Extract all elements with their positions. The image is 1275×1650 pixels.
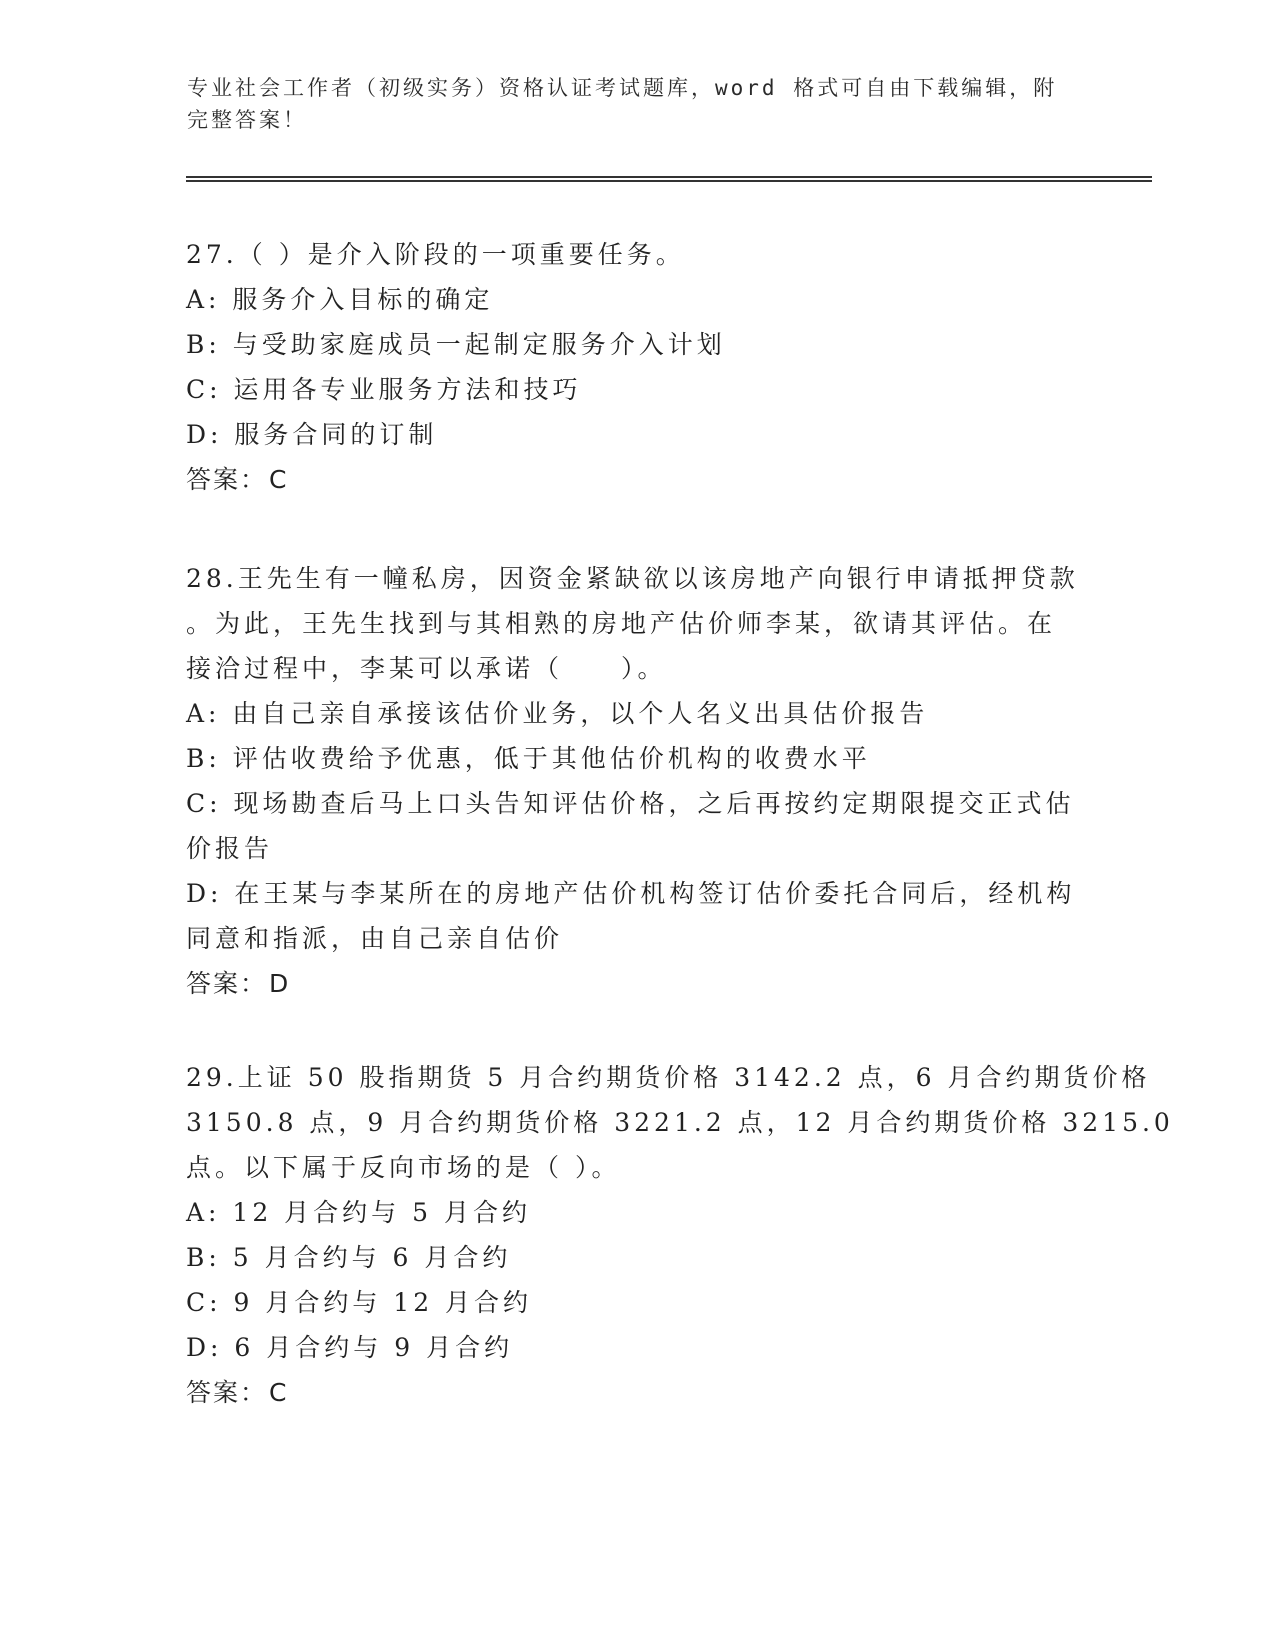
answer-label: 答案： — [186, 969, 268, 998]
option-d: D: 服务合同的订制 — [186, 420, 438, 449]
answer-line — [186, 961, 1086, 1006]
option-d-line-1: D: 在王某与李某所在的房地产估价机构签订估价委托合同后，经机构 — [186, 879, 1076, 908]
option-a: A: 由自己亲自承接该估价业务，以个人名义出具估价报告 — [186, 699, 929, 728]
question-stem-line-2: 。为此，王先生找到与其相熟的房地产估价师李某，欲请其评估。在 — [186, 609, 1057, 638]
option-c-line-2: 价报告 — [186, 834, 274, 863]
answer-label: 答案： — [186, 1378, 268, 1407]
option-c: C: 运用各专业服务方法和技巧 — [186, 375, 582, 404]
answer-line — [186, 1370, 1086, 1415]
answer-value: D — [269, 969, 291, 998]
header-double-rule — [186, 176, 1152, 182]
question-stem-line-2: 3150.8 点，9 月合约期货价格 3221.2 点，12 月合约期货价格 3215.0 — [186, 1108, 1174, 1137]
option-c: C: 9 月合约与 12 月合约 — [186, 1288, 533, 1317]
question-stem-line-1: 29.上证 50 股指期货 5 月合约期货价格 3142.2 点，6 月合约期货价格 — [186, 1063, 1151, 1092]
question-stem-line-3: 点。以下属于反向市场的是（ ）。 — [186, 1153, 621, 1182]
document-header — [187, 72, 1067, 136]
question-stem: 27.（ ）是介入阶段的一项重要任务。 — [186, 240, 685, 269]
option-b: B: 评估收费给予优惠，低于其他估价机构的收费水平 — [186, 744, 871, 773]
answer-value: C — [269, 465, 289, 494]
option-d: D: 6 月合约与 9 月合约 — [186, 1333, 514, 1362]
question-28 — [186, 556, 1086, 1006]
header-line-2: 完整答案！ — [187, 108, 307, 132]
answer-label: 答案： — [186, 465, 268, 494]
option-d-line-2: 同意和指派，由自己亲自估价 — [186, 924, 564, 953]
answer-line — [186, 457, 1086, 502]
question-29 — [186, 1055, 1174, 1415]
header-line-1: 专业社会工作者（初级实务）资格认证考试题库，word 格式可自由下载编辑，附 — [187, 76, 1058, 100]
option-c-line-1: C: 现场勘查后马上口头告知评估价格，之后再按约定期限提交正式估 — [186, 789, 1075, 818]
option-a: A: 服务介入目标的确定 — [186, 285, 494, 314]
question-27 — [186, 232, 1086, 502]
option-a: A: 12 月合约与 5 月合约 — [186, 1198, 531, 1227]
option-b: B: 5 月合约与 6 月合约 — [186, 1243, 512, 1272]
question-stem-line-3: 接洽过程中，李某可以承诺（ ）。 — [186, 654, 667, 683]
question-stem-line-1: 28.王先生有一幢私房，因资金紧缺欲以该房地产向银行申请抵押贷款 — [186, 564, 1079, 593]
option-b: B: 与受助家庭成员一起制定服务介入计划 — [186, 330, 726, 359]
answer-value: C — [269, 1378, 289, 1407]
